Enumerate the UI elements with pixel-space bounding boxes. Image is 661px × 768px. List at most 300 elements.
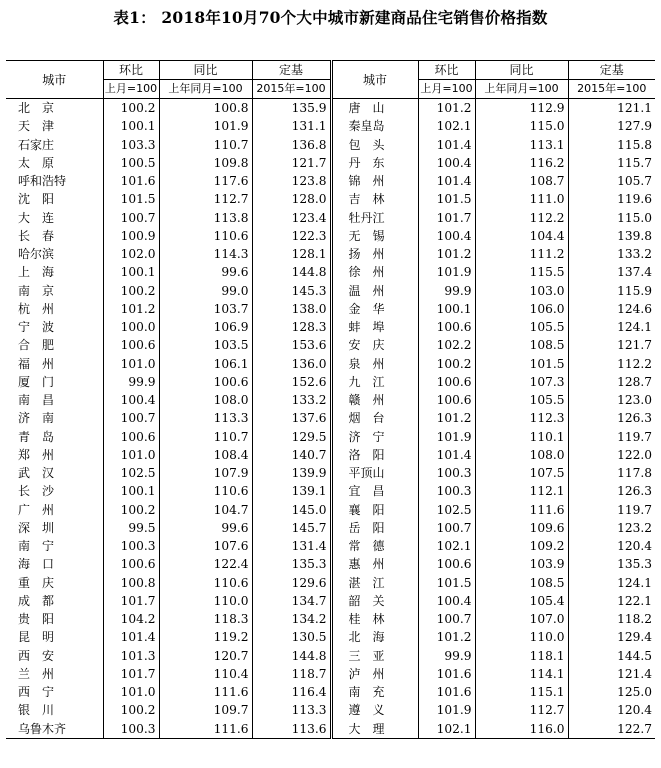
table-row <box>6 99 655 118</box>
left-mom-cell: 101.7 <box>103 592 159 610</box>
right-mom-cell: 100.3 <box>418 482 475 500</box>
table-row <box>6 519 655 537</box>
right-base-cell: 125.0 <box>568 683 655 701</box>
left-mom-cell: 101.3 <box>103 647 159 665</box>
left-base-cell: 144.8 <box>252 263 331 281</box>
left-mom-cell: 102.0 <box>103 245 159 263</box>
table-row <box>6 628 655 646</box>
header-yoy-sub-right: 上年同月=100 <box>475 80 568 99</box>
right-base-cell: 117.8 <box>568 464 655 482</box>
price-index-table <box>6 60 655 739</box>
table-row <box>6 720 655 739</box>
table-body <box>6 99 655 739</box>
right-city-cell: 桂 林 <box>331 610 418 628</box>
left-city-cell: 银 川 <box>18 703 55 718</box>
right-base-cell: 126.3 <box>568 482 655 500</box>
left-mom-cell: 100.2 <box>103 282 159 300</box>
left-base-cell: 133.2 <box>252 391 331 409</box>
left-yoy-cell: 103.7 <box>159 300 252 318</box>
right-mom-cell: 101.2 <box>418 409 475 427</box>
left-city-cell: 哈尔滨 <box>18 247 55 261</box>
left-base-cell: 121.7 <box>252 154 331 172</box>
right-mom-cell: 101.5 <box>418 190 475 208</box>
right-city-cell: 南 充 <box>331 683 418 701</box>
right-city-cell: 秦皇岛 <box>331 117 418 135</box>
left-yoy-cell: 112.7 <box>159 190 252 208</box>
table-row <box>6 592 655 610</box>
left-city-cell: 青 岛 <box>18 429 55 444</box>
right-base-cell: 137.4 <box>568 263 655 281</box>
left-yoy-cell: 110.0 <box>159 592 252 610</box>
right-mom-cell: 100.2 <box>418 355 475 373</box>
right-city-cell: 赣 州 <box>331 391 418 409</box>
left-base-cell: 129.6 <box>252 574 331 592</box>
table-row <box>6 428 655 446</box>
right-yoy-cell: 118.1 <box>475 647 568 665</box>
right-base-cell: 122.7 <box>568 720 655 739</box>
left-mom-cell: 100.6 <box>103 428 159 446</box>
left-base-cell: 113.3 <box>252 701 331 719</box>
table-row <box>6 409 655 427</box>
right-base-cell: 124.1 <box>568 574 655 592</box>
table-row <box>6 610 655 628</box>
right-city-cell: 常 德 <box>331 537 418 555</box>
left-city-cell: 昆 明 <box>18 630 55 645</box>
left-base-cell: 128.0 <box>252 190 331 208</box>
right-yoy-cell: 107.5 <box>475 464 568 482</box>
right-yoy-cell: 112.1 <box>475 482 568 500</box>
right-mom-cell: 100.4 <box>418 227 475 245</box>
left-city-cell: 福 州 <box>18 356 55 371</box>
left-yoy-cell: 106.1 <box>159 355 252 373</box>
right-base-cell: 122.0 <box>568 446 655 464</box>
left-base-cell: 136.0 <box>252 355 331 373</box>
right-base-cell: 124.6 <box>568 300 655 318</box>
right-mom-cell: 101.9 <box>418 428 475 446</box>
right-city-cell: 唐 山 <box>331 99 418 118</box>
left-city-cell: 呼和浩特 <box>18 174 67 188</box>
right-city-cell: 宜 昌 <box>331 482 418 500</box>
header-yoy-left: 同比 <box>159 61 252 80</box>
right-base-cell: 120.4 <box>568 537 655 555</box>
left-base-cell: 134.7 <box>252 592 331 610</box>
right-mom-cell: 101.5 <box>418 574 475 592</box>
left-mom-cell: 100.2 <box>103 701 159 719</box>
right-mom-cell: 101.4 <box>418 172 475 190</box>
right-base-cell: 105.7 <box>568 172 655 190</box>
left-base-cell: 131.4 <box>252 537 331 555</box>
right-base-cell: 135.3 <box>568 555 655 573</box>
right-base-cell: 119.6 <box>568 190 655 208</box>
right-yoy-cell: 103.9 <box>475 555 568 573</box>
left-mom-cell: 100.5 <box>103 154 159 172</box>
left-base-cell: 116.4 <box>252 683 331 701</box>
table-row <box>6 154 655 172</box>
table-row <box>6 501 655 519</box>
header-mom-sub-right: 上月=100 <box>418 80 475 99</box>
right-mom-cell: 100.1 <box>418 300 475 318</box>
left-base-cell: 140.7 <box>252 446 331 464</box>
left-mom-cell: 100.2 <box>103 501 159 519</box>
left-yoy-cell: 119.2 <box>159 628 252 646</box>
right-base-cell: 115.9 <box>568 282 655 300</box>
left-mom-cell: 100.3 <box>103 720 159 739</box>
table-row <box>6 227 655 245</box>
right-yoy-cell: 108.0 <box>475 446 568 464</box>
left-yoy-cell: 108.0 <box>159 391 252 409</box>
left-city-cell: 天 津 <box>18 119 55 134</box>
left-mom-cell: 101.4 <box>103 628 159 646</box>
right-city-cell: 济 宁 <box>331 428 418 446</box>
right-city-cell: 吉 林 <box>331 190 418 208</box>
left-city-cell: 石家庄 <box>18 137 55 152</box>
left-base-cell: 145.0 <box>252 501 331 519</box>
left-yoy-cell: 113.3 <box>159 409 252 427</box>
right-base-cell: 119.7 <box>568 501 655 519</box>
right-base-cell: 129.4 <box>568 628 655 646</box>
left-mom-cell: 103.3 <box>103 136 159 154</box>
right-base-cell: 120.4 <box>568 701 655 719</box>
right-yoy-cell: 108.5 <box>475 574 568 592</box>
left-mom-cell: 100.9 <box>103 227 159 245</box>
table-row <box>6 446 655 464</box>
header-mom-sub-left: 上月=100 <box>103 80 159 99</box>
left-base-cell: 144.8 <box>252 647 331 665</box>
left-city-cell: 海 口 <box>18 557 55 572</box>
left-base-cell: 135.3 <box>252 555 331 573</box>
right-city-cell: 包 头 <box>331 136 418 154</box>
left-yoy-cell: 117.6 <box>159 172 252 190</box>
left-mom-cell: 101.7 <box>103 665 159 683</box>
left-base-cell: 128.1 <box>252 245 331 263</box>
left-base-cell: 130.5 <box>252 628 331 646</box>
left-city-cell: 贵 阳 <box>18 612 55 626</box>
right-base-cell: 139.8 <box>568 227 655 245</box>
right-city-cell: 泸 州 <box>331 665 418 683</box>
right-mom-cell: 102.1 <box>418 117 475 135</box>
right-city-cell: 牡丹江 <box>331 209 418 227</box>
left-mom-cell: 100.3 <box>103 537 159 555</box>
header-mom-left: 环比 <box>103 61 159 80</box>
right-city-cell: 大 理 <box>331 720 418 739</box>
right-city-cell: 惠 州 <box>331 555 418 573</box>
right-mom-cell: 102.5 <box>418 501 475 519</box>
right-yoy-cell: 112.9 <box>475 99 568 118</box>
header-row-sub <box>6 80 655 99</box>
right-city-cell: 无 锡 <box>331 227 418 245</box>
left-base-cell: 145.7 <box>252 519 331 537</box>
right-mom-cell: 101.6 <box>418 665 475 683</box>
right-city-cell: 蚌 埠 <box>331 318 418 336</box>
left-yoy-cell: 113.8 <box>159 209 252 227</box>
table-row <box>6 355 655 373</box>
right-base-cell: 121.4 <box>568 665 655 683</box>
right-base-cell: 118.2 <box>568 610 655 628</box>
left-yoy-cell: 111.6 <box>159 683 252 701</box>
right-yoy-cell: 113.1 <box>475 136 568 154</box>
left-yoy-cell: 107.9 <box>159 464 252 482</box>
table-row <box>6 263 655 281</box>
left-mom-cell: 101.6 <box>103 172 159 190</box>
table-row <box>6 647 655 665</box>
right-yoy-cell: 101.5 <box>475 355 568 373</box>
left-city-cell: 合 肥 <box>18 338 55 353</box>
left-yoy-cell: 101.9 <box>159 117 252 135</box>
left-yoy-cell: 109.8 <box>159 154 252 172</box>
left-base-cell: 122.3 <box>252 227 331 245</box>
left-yoy-cell: 114.3 <box>159 245 252 263</box>
header-city-left: 城市 <box>6 61 103 99</box>
right-yoy-cell: 111.0 <box>475 190 568 208</box>
left-base-cell: 136.8 <box>252 136 331 154</box>
left-yoy-cell: 103.5 <box>159 336 252 354</box>
right-city-cell: 温 州 <box>331 282 418 300</box>
table-row <box>6 300 655 318</box>
header-yoy-sub-left: 上年同月=100 <box>159 80 252 99</box>
left-yoy-cell: 110.4 <box>159 665 252 683</box>
right-city-cell: 烟 台 <box>331 409 418 427</box>
left-mom-cell: 100.1 <box>103 482 159 500</box>
left-city-cell: 兰 州 <box>18 666 55 681</box>
right-yoy-cell: 109.6 <box>475 519 568 537</box>
right-mom-cell: 101.2 <box>418 245 475 263</box>
left-yoy-cell: 100.8 <box>159 99 252 118</box>
right-mom-cell: 102.1 <box>418 537 475 555</box>
right-yoy-cell: 110.1 <box>475 428 568 446</box>
right-yoy-cell: 115.1 <box>475 683 568 701</box>
left-base-cell: 113.6 <box>252 720 331 739</box>
right-yoy-cell: 104.4 <box>475 227 568 245</box>
left-mom-cell: 100.6 <box>103 555 159 573</box>
left-yoy-cell: 99.6 <box>159 519 252 537</box>
right-city-cell: 锦 州 <box>331 172 418 190</box>
right-mom-cell: 101.2 <box>418 99 475 118</box>
right-yoy-cell: 109.2 <box>475 537 568 555</box>
right-yoy-cell: 107.3 <box>475 373 568 391</box>
header-mom-right: 环比 <box>418 61 475 80</box>
header-base-right: 定基 <box>568 61 655 80</box>
table-row <box>6 537 655 555</box>
right-yoy-cell: 108.5 <box>475 336 568 354</box>
left-base-cell: 139.9 <box>252 464 331 482</box>
left-mom-cell: 101.0 <box>103 446 159 464</box>
right-mom-cell: 101.6 <box>418 683 475 701</box>
header-row-main <box>6 61 655 80</box>
right-yoy-cell: 105.5 <box>475 318 568 336</box>
table-row <box>6 701 655 719</box>
right-yoy-cell: 107.0 <box>475 610 568 628</box>
table-row <box>6 336 655 354</box>
header-base-left: 定基 <box>252 61 331 80</box>
right-yoy-cell: 116.2 <box>475 154 568 172</box>
left-city-cell: 西 宁 <box>18 685 55 699</box>
left-yoy-cell: 122.4 <box>159 555 252 573</box>
table-row <box>6 574 655 592</box>
right-city-cell: 襄 阳 <box>331 501 418 519</box>
left-city-cell: 太 原 <box>18 155 55 170</box>
left-city-cell: 宁 波 <box>18 320 55 334</box>
table-row <box>6 172 655 190</box>
right-city-cell: 扬 州 <box>331 245 418 263</box>
left-base-cell: 131.1 <box>252 117 331 135</box>
left-city-cell: 成 都 <box>18 593 55 608</box>
right-city-cell: 平顶山 <box>331 464 418 482</box>
right-city-cell: 泉 州 <box>331 355 418 373</box>
right-yoy-cell: 108.7 <box>475 172 568 190</box>
left-mom-cell: 99.9 <box>103 373 159 391</box>
right-mom-cell: 101.9 <box>418 701 475 719</box>
left-city-cell: 南 昌 <box>18 393 55 407</box>
right-city-cell: 九 江 <box>331 373 418 391</box>
right-mom-cell: 102.1 <box>418 720 475 739</box>
right-base-cell: 115.7 <box>568 154 655 172</box>
left-yoy-cell: 110.6 <box>159 574 252 592</box>
left-base-cell: 139.1 <box>252 482 331 500</box>
right-base-cell: 122.1 <box>568 592 655 610</box>
right-mom-cell: 101.2 <box>418 628 475 646</box>
table-row <box>6 391 655 409</box>
left-mom-cell: 100.7 <box>103 209 159 227</box>
left-city-cell: 厦 门 <box>18 374 55 389</box>
left-mom-cell: 100.2 <box>103 99 159 118</box>
right-base-cell: 127.9 <box>568 117 655 135</box>
left-mom-cell: 100.4 <box>103 391 159 409</box>
left-mom-cell: 102.5 <box>103 464 159 482</box>
left-mom-cell: 101.5 <box>103 190 159 208</box>
right-yoy-cell: 114.1 <box>475 665 568 683</box>
left-city-cell: 广 州 <box>18 502 55 517</box>
right-yoy-cell: 111.6 <box>475 501 568 519</box>
right-base-cell: 124.1 <box>568 318 655 336</box>
left-yoy-cell: 111.6 <box>159 720 252 739</box>
right-yoy-cell: 106.0 <box>475 300 568 318</box>
left-yoy-cell: 108.4 <box>159 446 252 464</box>
left-base-cell: 153.6 <box>252 336 331 354</box>
left-yoy-cell: 109.7 <box>159 701 252 719</box>
left-city-cell: 西 安 <box>18 648 55 663</box>
right-mom-cell: 101.7 <box>418 209 475 227</box>
left-city-cell: 长 春 <box>18 228 55 243</box>
left-city-cell: 重 庆 <box>18 575 55 590</box>
left-base-cell: 135.9 <box>252 99 331 118</box>
left-yoy-cell: 118.3 <box>159 610 252 628</box>
right-city-cell: 湛 江 <box>331 574 418 592</box>
right-base-cell: 112.2 <box>568 355 655 373</box>
left-city-cell: 乌鲁木齐 <box>6 720 103 739</box>
left-base-cell: 129.5 <box>252 428 331 446</box>
left-city-cell: 长 沙 <box>18 484 55 499</box>
right-mom-cell: 100.6 <box>418 373 475 391</box>
left-base-cell: 128.3 <box>252 318 331 336</box>
right-city-cell: 金 华 <box>331 300 418 318</box>
right-mom-cell: 101.4 <box>418 136 475 154</box>
right-yoy-cell: 105.5 <box>475 391 568 409</box>
left-base-cell: 145.3 <box>252 282 331 300</box>
right-mom-cell: 100.4 <box>418 154 475 172</box>
right-yoy-cell: 116.0 <box>475 720 568 739</box>
left-base-cell: 137.6 <box>252 409 331 427</box>
table-row <box>6 318 655 336</box>
right-mom-cell: 101.9 <box>418 263 475 281</box>
left-mom-cell: 101.0 <box>103 355 159 373</box>
left-yoy-cell: 107.6 <box>159 537 252 555</box>
right-base-cell: 119.7 <box>568 428 655 446</box>
table-row <box>6 282 655 300</box>
left-mom-cell: 101.2 <box>103 300 159 318</box>
right-city-cell: 丹 东 <box>331 154 418 172</box>
left-base-cell: 123.4 <box>252 209 331 227</box>
left-yoy-cell: 110.6 <box>159 482 252 500</box>
table-row <box>6 683 655 701</box>
left-yoy-cell: 110.6 <box>159 227 252 245</box>
right-base-cell: 128.7 <box>568 373 655 391</box>
left-mom-cell: 100.7 <box>103 409 159 427</box>
right-mom-cell: 100.4 <box>418 592 475 610</box>
right-mom-cell: 99.9 <box>418 647 475 665</box>
left-mom-cell: 99.5 <box>103 519 159 537</box>
left-city-cell: 济 南 <box>18 411 55 426</box>
table-row <box>6 190 655 208</box>
right-base-cell: 121.1 <box>568 99 655 118</box>
left-yoy-cell: 120.7 <box>159 647 252 665</box>
right-yoy-cell: 112.3 <box>475 409 568 427</box>
table-row <box>6 136 655 154</box>
right-city-cell: 岳 阳 <box>331 519 418 537</box>
right-yoy-cell: 105.4 <box>475 592 568 610</box>
right-base-cell: 126.3 <box>568 409 655 427</box>
left-mom-cell: 101.0 <box>103 683 159 701</box>
left-base-cell: 134.2 <box>252 610 331 628</box>
right-yoy-cell: 110.0 <box>475 628 568 646</box>
right-yoy-cell: 112.2 <box>475 209 568 227</box>
left-mom-cell: 100.1 <box>103 117 159 135</box>
right-base-cell: 115.8 <box>568 136 655 154</box>
left-yoy-cell: 110.7 <box>159 136 252 154</box>
table-row <box>6 665 655 683</box>
header-city-right: 城市 <box>331 61 418 99</box>
page-title: 表1： 2018年10月70个大中城市新建商品住宅销售价格指数 <box>113 8 548 27</box>
left-mom-cell: 100.8 <box>103 574 159 592</box>
right-mom-cell: 100.3 <box>418 464 475 482</box>
left-yoy-cell: 106.9 <box>159 318 252 336</box>
right-yoy-cell: 112.7 <box>475 701 568 719</box>
right-base-cell: 123.0 <box>568 391 655 409</box>
table-row <box>6 482 655 500</box>
right-city-cell: 遵 义 <box>331 701 418 719</box>
right-mom-cell: 100.7 <box>418 610 475 628</box>
left-mom-cell: 100.0 <box>103 318 159 336</box>
right-base-cell: 121.7 <box>568 336 655 354</box>
left-base-cell: 118.7 <box>252 665 331 683</box>
left-city-cell: 武 汉 <box>18 466 55 480</box>
left-city-cell: 沈 阳 <box>18 192 55 207</box>
right-base-cell: 123.2 <box>568 519 655 537</box>
header-yoy-right: 同比 <box>475 61 568 80</box>
right-mom-cell: 102.2 <box>418 336 475 354</box>
right-city-cell: 北 海 <box>331 628 418 646</box>
right-yoy-cell: 115.0 <box>475 117 568 135</box>
left-mom-cell: 100.1 <box>103 263 159 281</box>
right-yoy-cell: 115.5 <box>475 263 568 281</box>
left-mom-cell: 100.6 <box>103 336 159 354</box>
left-base-cell: 138.0 <box>252 300 331 318</box>
left-city-cell: 南 宁 <box>18 539 55 553</box>
left-city-cell: 深 圳 <box>18 520 55 535</box>
right-city-cell: 安 庆 <box>331 336 418 354</box>
right-city-cell: 三 亚 <box>331 647 418 665</box>
left-base-cell: 152.6 <box>252 373 331 391</box>
right-yoy-cell: 103.0 <box>475 282 568 300</box>
